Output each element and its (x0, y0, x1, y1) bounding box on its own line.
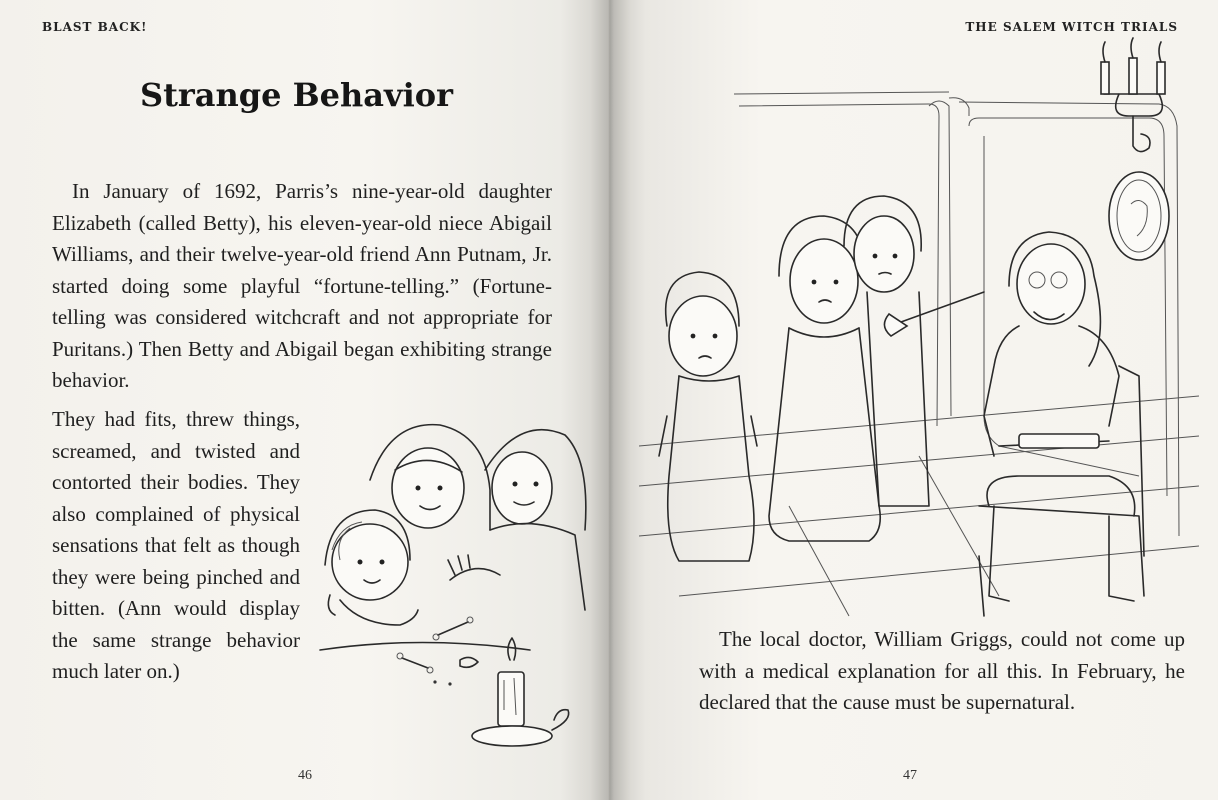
chapter-title: Strange Behavior (140, 76, 453, 114)
left-paragraph-top: In January of 1692, Parris’s nine-year-old daughter Elizabeth (called Betty), his eleven-year-old niece Abigail Williams, and their twelve-year-old friend Ann Putnam, Jr. started doing some playful “fortune-telling.” (Fortune-telling was considered witchcraft and not appropriate for Puritans.) Then Betty and Abigail began exhibiting strange behavior. (52, 179, 552, 392)
right-paragraph: The local doctor, William Griggs, could not come up with a medical explanation for all this. In February, he declared that the cause must be supernatural. (699, 627, 1185, 714)
doctor-examination-illustration (639, 36, 1199, 620)
girls-fortune-telling-illustration (300, 410, 600, 760)
right-running-head: THE SALEM WITCH TRIALS (965, 20, 1178, 34)
right-page-number: 47 (903, 768, 917, 783)
book-gutter-shadow (590, 0, 630, 800)
left-page-number: 46 (298, 768, 312, 783)
right-page (609, 0, 1218, 800)
left-running-head: BLAST BACK! (42, 20, 148, 34)
left-paragraph-column: They had fits, threw things, screamed, and twisted and contorted their bodies. They also complained of physical sensations that felt as though they were being pinched and bitten. (Ann would display the same strange behavior much later on.) (52, 407, 300, 683)
